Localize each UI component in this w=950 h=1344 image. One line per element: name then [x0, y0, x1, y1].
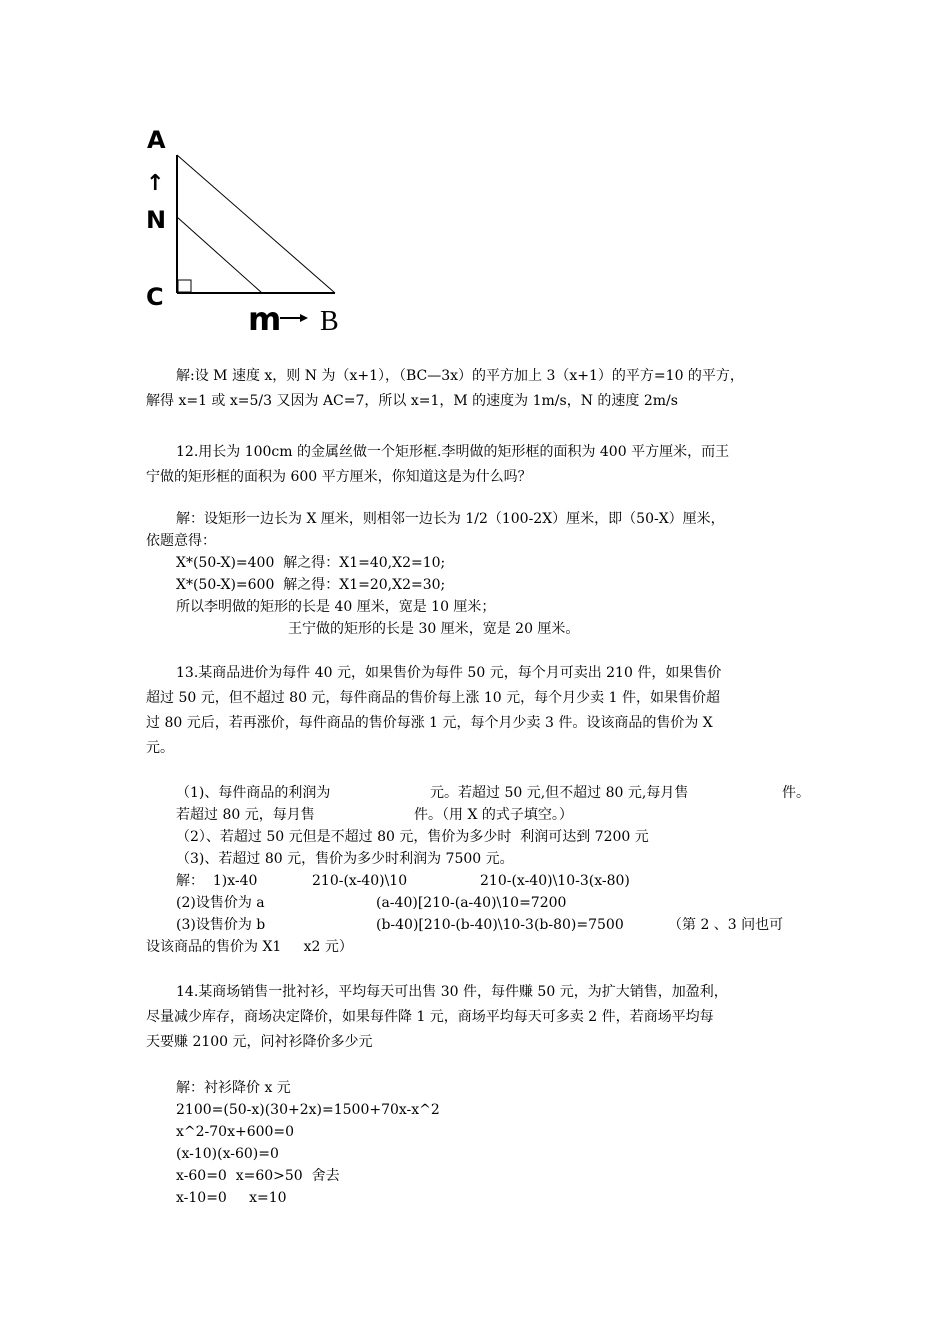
q13-part1-a: （1)、每件商品的利润为 [176, 785, 331, 801]
q14-question-line-1: 14.某商场销售一批衬衫，平均每天可出售 30 件，每件赚 50 元，为扩大销售，加盈利， [176, 984, 728, 1000]
q12-solution-line-1: 解：设矩形一边长为 X 厘米，则相邻一边长为 1/2（100-2X）厘米，即（50-X）厘米， [176, 511, 725, 527]
q13-part1-d: 若超过 80 元，每月售 [176, 807, 315, 823]
q12-solution-line-3: X*(50-X)=400 解之得：X1=40,X2=10; [176, 555, 446, 571]
q13-question-line-1: 13.某商品进价为每件 40 元，如果售价为每件 50 元，每个月可卖出 210 件，如果售价 [176, 665, 722, 681]
q13-sol3-a: (3)设售价为 b [176, 917, 266, 933]
q11-solution-line-2: 解得 x=1 或 x=5/3 又因为 AC=7，所以 x=1，M 的速度为 1m/s，N 的速度 2m/s [146, 393, 678, 409]
q12-solution-line-6: 王宁做的矩形的长是 30 厘米，宽是 20 厘米。 [288, 621, 580, 637]
q14-solution-line-6: x-10=0 x=10 [176, 1190, 287, 1206]
label-a: A [147, 126, 166, 154]
q13-sol4: 设该商品的售价为 X1 x2 元） [146, 939, 353, 955]
q13-part1-e: 件。（用 X 的式子填空。） [414, 807, 573, 823]
label-m: m [248, 300, 282, 338]
q13-sol3-b: (b-40)[210-(b-40)\10-3(b-80)=7500 [376, 917, 624, 933]
q13-question-line-4: 元。 [146, 740, 174, 756]
q14-question-line-3: 天要赚 2100 元，问衬衫降价多少元 [146, 1034, 373, 1050]
q14-question-line-2: 尽量减少库存，商场决定降价，如果每件降 1 元，商场平均每天可多卖 2 件，若商场平均每 [146, 1009, 714, 1025]
q14-solution-line-5: x-60=0 x=60>50 舍去 [176, 1168, 340, 1184]
q12-solution-line-4: X*(50-X)=600 解之得：X1=20,X2=30; [176, 577, 446, 593]
q13-sol1-c: 210-(x-40)\10-3(x-80) [480, 873, 630, 889]
q12-question-line-1: 12.用长为 100cm 的金属丝做一个矩形框.李明做的矩形框的面积为 400 平方厘米，而王 [176, 444, 730, 460]
q13-sol2-a: (2)设售价为 a [176, 895, 265, 911]
q12-solution-line-2: 依题意得： [146, 533, 216, 549]
triangle-diagram [140, 120, 360, 340]
triangle-figure [140, 120, 360, 340]
arrow-right-icon [300, 314, 308, 322]
q13-part1-b: 元。若超过 50 元,但不超过 80 元,每月售 [430, 785, 689, 801]
q13-sol2-b: (a-40)[210-(a-40)\10=7200 [376, 895, 567, 911]
label-n: N [146, 206, 167, 234]
q14-solution-line-2: 2100=(50-x)(30+2x)=1500+70x-x^2 [176, 1102, 440, 1118]
segment-nm [177, 217, 262, 293]
q13-question-line-3: 过 80 元后，若再涨价，每件商品的售价每涨 1 元，每个月少卖 3 件。设该商品的售价为 X [146, 715, 713, 731]
q14-solution-line-3: x^2-70x+600=0 [176, 1124, 295, 1140]
q13-part1-c: 件。 [782, 785, 810, 801]
q12-solution-line-5: 所以李明做的矩形的长是 40 厘米，宽是 10 厘米； [176, 599, 496, 615]
q14-solution-line-4: (x-10)(x-60)=0 [176, 1146, 279, 1162]
q13-part3: （3)、若超过 80 元，售价为多少时利润为 7500 元。 [176, 851, 514, 867]
q13-sol3-c: （第 2 、3 问也可 [668, 917, 784, 933]
q14-solution-line-1: 解：衬衫降价 x 元 [176, 1080, 291, 1096]
q13-part2: （2）、若超过 50 元但是不超过 80 元，售价为多少时 利润可达到 7200 元 [176, 829, 649, 845]
label-b: B [320, 306, 339, 337]
q12-question-line-2: 宁做的矩形框的面积为 600 平方厘米，你知道这是为什么吗？ [146, 469, 532, 485]
label-c: C [146, 283, 164, 311]
label-arrow-up: ↑ [146, 171, 165, 196]
q13-sol1-b: 210-(x-40)\10 [312, 873, 408, 889]
right-angle-marker [178, 280, 191, 292]
q13-sol1-a: 解： 1)x-40 [176, 873, 258, 889]
hypotenuse-ab [177, 155, 335, 293]
q13-question-line-2: 超过 50 元，但不超过 80 元，每件商品的售价每上涨 10 元，每个月少卖 1 件，如果售价超 [146, 690, 720, 706]
q11-solution-line-1: 解:设 M 速度 x，则 N 为（x+1），（BC—3x）的平方加上 3（x+1）的平方=10 的平方， [176, 368, 744, 384]
